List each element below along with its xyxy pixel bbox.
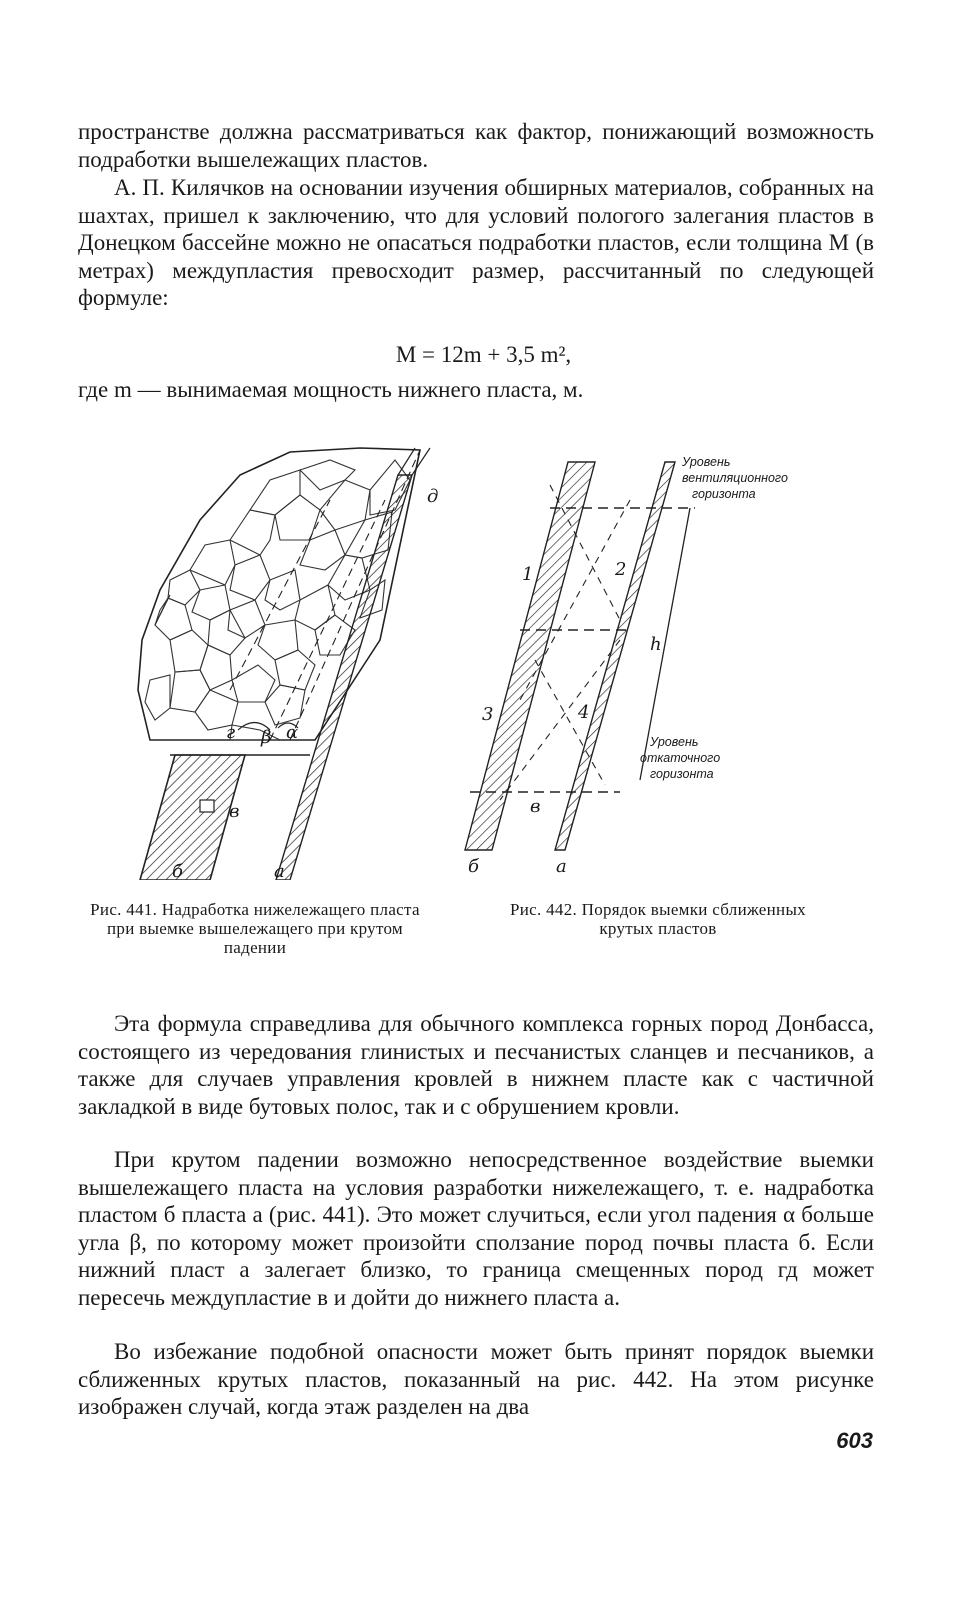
broken-rock-mass xyxy=(138,448,420,740)
label-g: г xyxy=(226,722,236,743)
label-1: 1 xyxy=(522,564,534,585)
label-3: 3 xyxy=(482,704,494,725)
caption-441: Рис. 441. Надработка нижележащего пласта при выемке вышележащего при крутом падении xyxy=(90,900,420,957)
figure-441 xyxy=(130,440,450,880)
page-number: 603 xyxy=(836,1428,873,1453)
paragraph-1: пространстве должна рассматриваться как фактор, понижающий возможность подработки вышележащих пластов. xyxy=(78,119,874,172)
paragraph-5: При крутом падении возможно непосредственное воздействие выемки вышележащего пласта на условия разработки нижележащего, т. е. надработка пластом б пласта а (рис. 441). Это может случиться, если угол падения α больше угла β, по которому может произойти сползание пород почвы пласта б. Если нижний пласт а залегает близко, то граница смещенных пород гд может пересечь междупластие в и дойти до нижнего пласта а. xyxy=(78,1147,874,1310)
label-beta: β xyxy=(261,727,272,748)
haul-level-line3: горизонта xyxy=(650,767,714,781)
label-a: а xyxy=(556,856,567,877)
label-b: б xyxy=(468,856,479,877)
paragraph-3: где m — вынимаемая мощность нижнего пласта, м. xyxy=(78,377,584,402)
vent-level-line2: вентиляционного xyxy=(682,471,788,485)
label-alpha: α xyxy=(286,722,299,743)
paragraph-4: Эта формула справедлива для обычного комплекса горных пород Донбасса, состоящего из чередования глинистых и песчанистых сланцев и песчаников, а также для случаев управления кровлей в нижнем пласте как с частичной закладкой в виде бутовых полос, так и с обрушением кровли. xyxy=(78,1011,874,1119)
paragraph-6: Во избежание подобной опасности может быть принят порядок выемки сближенных крутых пластов, показанный на рис. 442. На этом рисунке изображен случай, когда этаж разделен на два xyxy=(78,1339,874,1419)
label-d-top: д xyxy=(427,486,439,507)
caption-442: Рис. 442. Порядок выемки сближенных крутых пластов xyxy=(510,900,806,938)
figure-442 xyxy=(460,440,860,880)
label-b-bottom: б xyxy=(172,861,183,880)
paragraph-2: А. П. Килячков на основании изучения обширных материалов, собранных на шахтах, пришел к заключению, что для условий пологого залегания пластов в Донецком бассейне можно не опасаться подработки пластов, если толщина М (в метрах) междупластия превосходит размер, рассчитанный по следующей формуле: xyxy=(78,175,874,310)
vent-level-line1: Уровень xyxy=(682,455,731,469)
label-v: в xyxy=(530,796,541,817)
label-v: в xyxy=(229,801,240,822)
formula: M = 12m + 3,5 m², xyxy=(395,342,572,367)
label-h: h xyxy=(650,634,662,655)
haul-level-line2: откаточного xyxy=(640,751,721,765)
label-2: 2 xyxy=(615,559,627,580)
haul-level-line1: Уровень xyxy=(650,735,699,749)
label-4: 4 xyxy=(578,702,590,723)
label-a-bottom: а xyxy=(274,861,285,880)
vent-level-line3: горизонта xyxy=(692,487,756,501)
